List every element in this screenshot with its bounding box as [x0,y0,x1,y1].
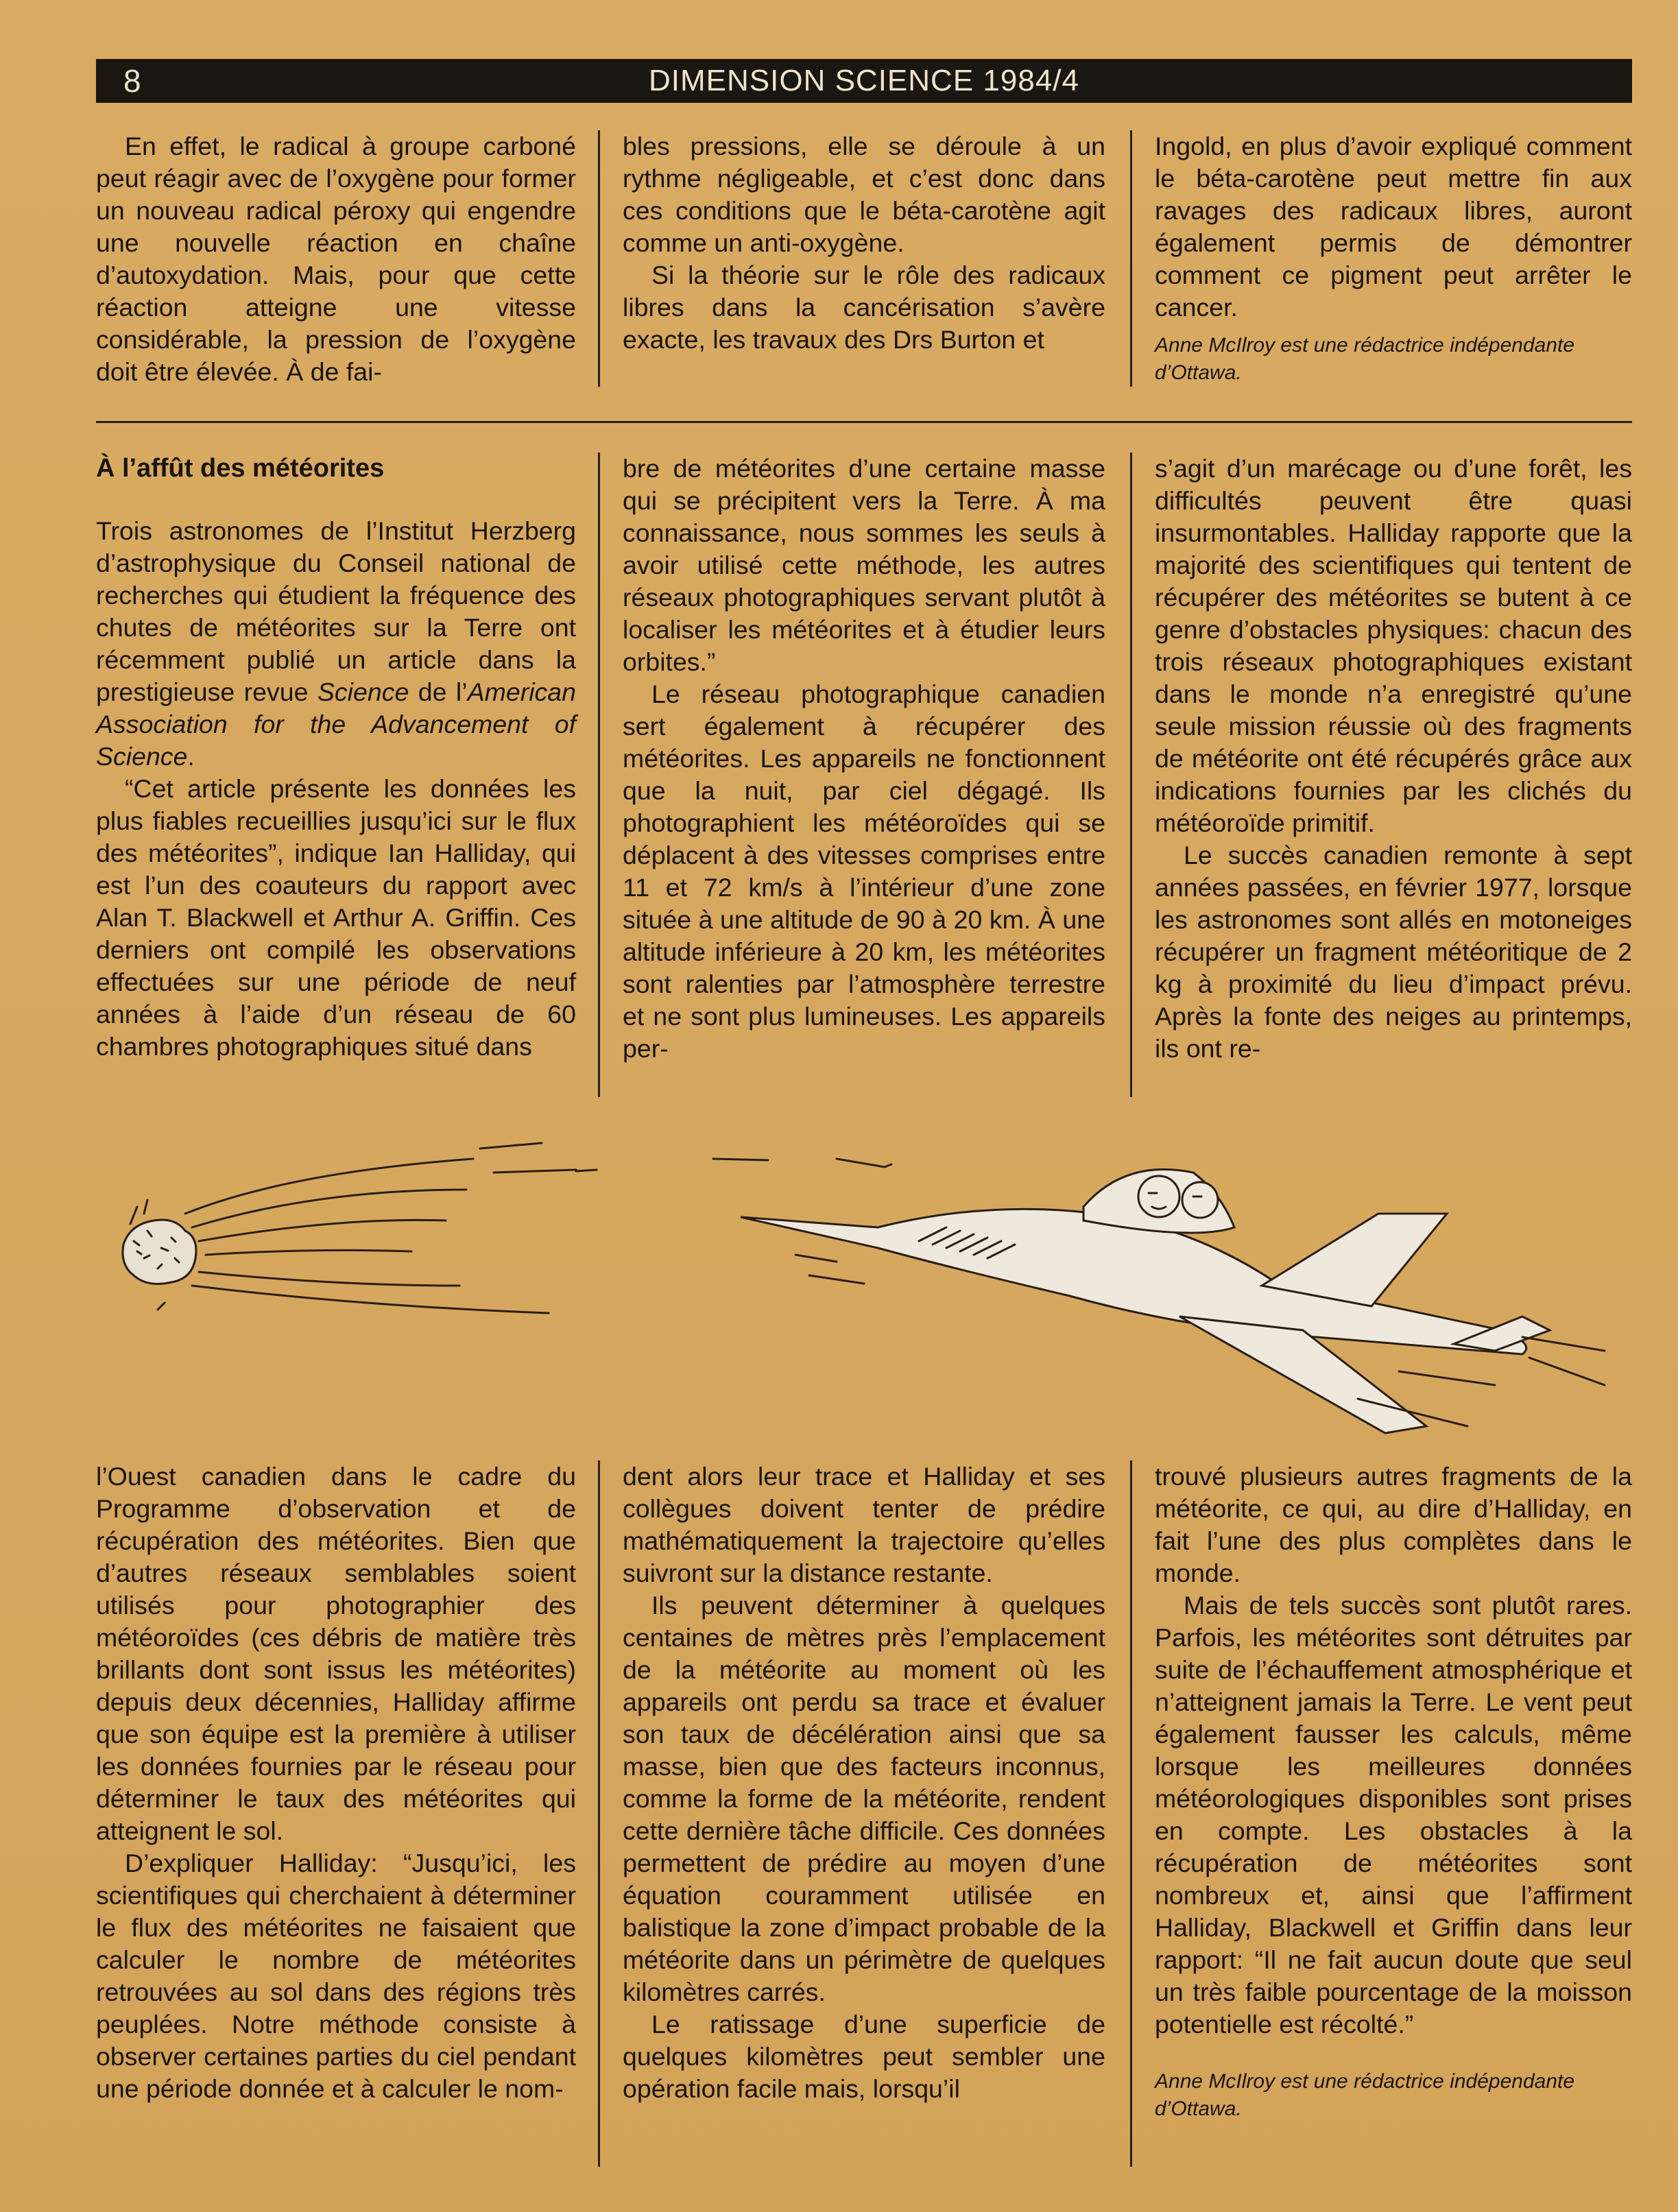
magazine-title: DIMENSION SCIENCE 1984/4 [649,64,1079,97]
paragraph: D’expliquer Halliday: “Jusqu’ici, les scientifiques qui cherchaient à déterminer le flux des météorites ne faisaient que calculer le nombre de météorites retrouvées au sol dans des régions très peuplées. Notre méthode consiste à observer certaines parties du ciel pendant une période donnée et à calculer le nom- [96,1849,576,2103]
meteor-column-1 [96,453,576,1063]
meteor-column-2 [623,453,1105,1065]
paragraph: dent alors leur trace et Halliday et ses collègues doivent tenter de prédire mathématiquement la trajectoire qu’elles suivront sur la distance restante. [623,1462,1105,1587]
paragraph: Si la théorie sur le rôle des radicaux libres dans la cancérisation s’avère exacte, les travaux des Drs Burton et [623,261,1105,354]
paragraph: bles pressions, elle se déroule à un rythme négligeable, et c’est donc dans ces conditions que le béta-carotène agit comme un anti-oxygène. [623,132,1105,257]
publication-name: Science [317,677,409,706]
page-number: 8 [123,63,141,99]
column-divider [598,453,600,1097]
column-divider [598,130,600,387]
column-divider [598,1460,600,2167]
top-column-2 [623,130,1105,356]
paragraph: Ils peuvent déterminer à quelques centaines de mètres près l’emplacement de la météorite au moment où les appareils ont perdu sa trace et évaluer son taux de décélération ainsi que sa masse, bien que des facteurs inconnus, comme la forme de la météorite, rendent cette dernière tâche difficile. Ces données permettent de prédire au moyen d’une équation couramment utilisée en balistique la zone d’impact probable de la météorite dans un périmètre de quelques kilomètres carrés. [623,1591,1105,2006]
paragraph: Mais de tels succès sont plutôt rares. Parfois, les météorites sont détruites par suite de l’échauffement atmosphérique et n’atteignent jamais la Terre. Le vent peut également fausser les calculs, même lorsque les meilleures données météorologiques disponibles sont prises en compte. Les obstacles à la récupération de météorites sont nombreux et, ainsi que l’affirment Halliday, Blackwell et Griffin dans leur rapport: “Il ne fait aucun doute que seul un très faible pourcentage de la moisson potentielle est récolté.” [1155,1591,1632,2039]
organization-name: American Association for the Advancement of Science [96,677,576,771]
text: de l’ [409,677,468,706]
byline: Anne McIlroy est une rédactrice indépendante d’Ottawa. [1155,2070,1575,2120]
section-separator [96,421,1632,423]
paragraph: Ingold, en plus d’avoir expliqué comment le béta-carotène peut mettre fin aux ravages des radicaux libres, auront également permis de démontrer comment ce pigment peut arrêter le cancer. [1155,132,1632,322]
paragraph: “Cet article présente les données les plus fiables recueillies jusqu’ici sur le flux des météorites”, indique Ian Halliday, qui est l’un des coauteurs du rapport avec Alan T. Blackwell et Arthur A. Griffin. Ces derniers ont compilé les observations effectuées sur une période de neuf années à l’aide d’un réseau de 60 chambres photographiques situé dans [96,774,576,1061]
meteorite-icon [123,1220,196,1284]
article-heading: À l’affût des météorites [96,454,385,483]
paragraph: l’Ouest canadien dans le cadre du Programme d’observation et de récupération des météorites. Bien que d’autres réseaux semblables soient utilisés pour photographier des météoroïdes (ces débris de matière très brillants dont sont issus les météorites) depuis deux décennies, Halliday affirme que son équipe est la première à utiliser les données fournies par le réseau pour déterminer le taux des météorites qui atteignent le sol. [96,1462,576,1845]
column-divider [1130,1460,1132,2167]
paragraph: En effet, le radical à groupe carboné peut réagir avec de l’oxygène pour former un nouveau radical péroxy qui engendre une nouvelle réaction en chaîne d’autoxydation. Mais, pour que cette réaction atteigne une vitesse considérable, la pression de l’oxygène doit être élevée. À de fai- [96,132,576,386]
meteor-column-4 [96,1460,576,2105]
paragraph: Le réseau photographique canadien sert également à récupérer des météorites. Les appareils ne fonctionnent que la nuit, par ciel dégagé. Ils photographient les météoroïdes qui se déplacent à des vitesses comprises entre 11 et 72 km/s à l’intérieur d’une zone située à une altitude de 90 à 20 km. À une altitude inférieure à 20 km, les météorites sont ralenties par l’atmosphère terrestre et ne sont plus lumineuses. Les appareils per- [623,680,1105,1063]
page-header [96,59,1632,103]
column-divider [1130,453,1132,1097]
top-column-3 [1155,130,1632,387]
paragraph: Le succès canadien remonte à sept années passées, en février 1977, lorsque les astronomes sont allés en motoneiges récupérer un fragment météoritique de 2 kg à proximité du lieu d’impact prévu. Après la fonte des neiges au printemps, ils ont re- [1155,841,1632,1063]
paragraph: s’agit d’un marécage ou d’une forêt, les difficultés peuvent être quasi insurmontables. Halliday rapporte que la majorité des scientifiques qui tentent de récupérer des météorites se butent à ce genre d’obstacles physiques: chacun des trois réseaux photographiques existant dans le monde n’a enregistré qu’une seule mission réussie où des fragments de météorite ont été récupérés grâce aux indications fournies par les clichés du météoroïde primitif. [1155,454,1632,837]
meteorite-jet-illustration [96,1111,1646,1467]
paragraph [96,515,576,773]
text: . [187,742,195,771]
paragraph: bre de météorites d’une certaine masse qui se précipitent vers la Terre. À ma connaissance, nous sommes les seuls à avoir utilisé cette méthode, les autres réseaux photographiques servant plutôt à localiser les météorites et à étudier leurs orbites.” [623,454,1105,676]
meteor-column-3 [1155,453,1632,1065]
paragraph: trouvé plusieurs autres fragments de la météorite, ce qui, au dire d’Halliday, en fait l’une des plus complètes dans le monde. [1155,1462,1632,1587]
top-column-1 [96,130,576,388]
paragraph: Le ratissage d’une superficie de quelques kilomètres peut sembler une opération facile mais, lorsqu’il [623,2010,1105,2103]
meteor-column-5 [623,1460,1105,2105]
text: Trois astronomes de l’Institut Herzberg d’astrophysique du Conseil national de recherches qui étudient la fréquence des chutes de météorites sur la Terre ont récemment publié un article dans la prestigieuse revue [96,516,576,706]
byline: Anne McIlroy est une rédactrice indépendante d’Ottawa. [1155,334,1575,384]
column-divider [1130,130,1132,387]
meteor-column-6 [1155,1460,1632,2123]
